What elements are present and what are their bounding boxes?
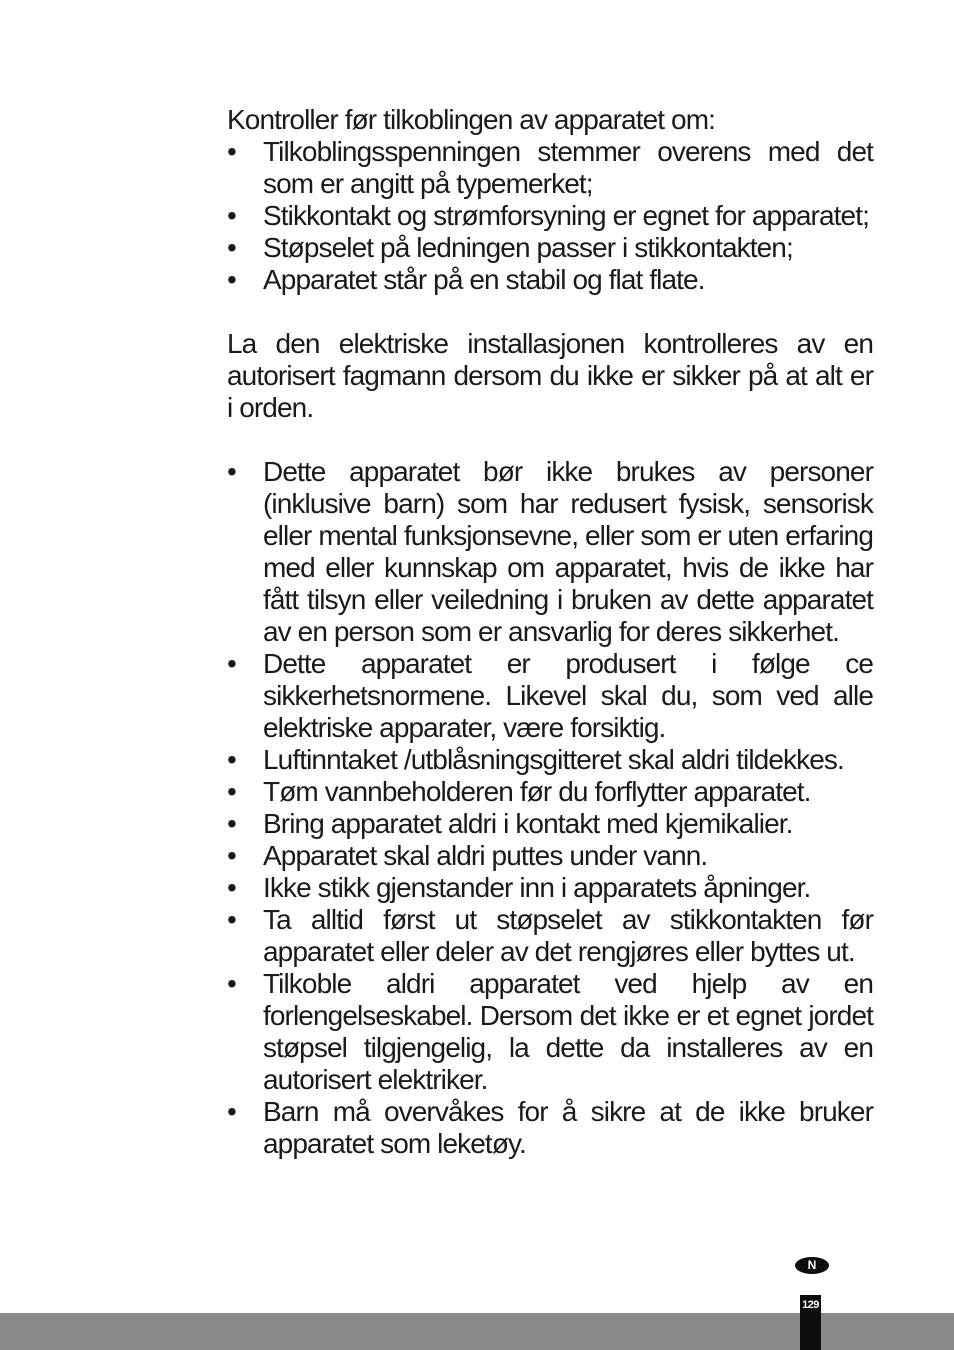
bullet-icon: • xyxy=(227,872,236,903)
language-badge: N xyxy=(795,1257,829,1274)
safety-item xyxy=(227,456,873,648)
check-list xyxy=(227,136,873,296)
bullet-icon: • xyxy=(227,968,236,999)
bullet-icon: • xyxy=(227,136,236,167)
safety-item-text: Dette apparatet er produsert i følge ce sikkerhetsnormene. Likevel skal du, som ved alle elektriske apparater, være forsiktig. xyxy=(263,648,873,743)
bullet-icon: • xyxy=(227,840,236,871)
check-item xyxy=(227,232,873,264)
page-number: 129 xyxy=(802,1299,819,1311)
spacer xyxy=(227,424,873,456)
safety-item xyxy=(227,968,873,1096)
check-item xyxy=(227,264,873,296)
bullet-icon: • xyxy=(227,808,236,839)
check-item xyxy=(227,136,873,200)
safety-item-text: Barn må overvåkes for å sikre at de ikke bruker apparatet som leketøy. xyxy=(263,1096,873,1159)
safety-item xyxy=(227,648,873,744)
bullet-icon: • xyxy=(227,648,236,679)
safety-item xyxy=(227,872,873,904)
bullet-icon: • xyxy=(227,904,236,935)
check-item-text: Tilkoblingsspenningen stemmer overens med det som er angitt på typemerket; xyxy=(263,136,873,199)
bullet-icon: • xyxy=(227,456,236,487)
electrician-note: La den elektriske installasjonen kontrolleres av en autorisert fagmann dersom du ikke er sikker på at alt er i orden. xyxy=(227,328,873,423)
safety-item-text: Ta alltid først ut støpselet av stikkontakten før apparatet eller deler av det rengjøres eller byttes ut. xyxy=(263,904,873,967)
bullet-icon: • xyxy=(227,744,236,775)
spacer xyxy=(227,296,873,328)
document-body xyxy=(227,104,873,1160)
safety-item-text: Dette apparatet bør ikke brukes av personer (inklusive barn) som har redusert fysisk, sensorisk eller mental funksjonsevne, eller som er uten erfaring med eller kunnskap om apparatet, hvis de ikke har fått tilsyn eller veiledning i bruken av dette apparatet av en person som er ansvarlig for deres sikkerhet. xyxy=(263,456,873,647)
safety-item xyxy=(227,744,873,776)
bullet-icon: • xyxy=(227,776,236,807)
safety-item-text: Tilkoble aldri apparatet ved hjelp av en forlengelseskabel. Dersom det ikke er et egnet jordet støpsel tilgjengelig, la dette da installeres av en autorisert elektriker. xyxy=(263,968,873,1095)
check-item-text: Apparatet står på en stabil og flat flate. xyxy=(263,264,705,295)
safety-item-text: Luftinntaket /utblåsningsgitteret skal aldri tildekkes. xyxy=(263,744,844,775)
check-item-text: Støpselet på ledningen passer i stikkontakten; xyxy=(263,232,793,263)
safety-item xyxy=(227,776,873,808)
safety-item xyxy=(227,808,873,840)
safety-list xyxy=(227,456,873,1160)
safety-item-text: Bring apparatet aldri i kontakt med kjemikalier. xyxy=(263,808,793,839)
bullet-icon: • xyxy=(227,200,236,231)
bullet-icon: • xyxy=(227,264,236,295)
safety-item xyxy=(227,904,873,968)
safety-item xyxy=(227,1096,873,1160)
safety-item-text: Tøm vannbeholderen før du forflytter apparatet. xyxy=(263,776,811,807)
safety-item-text: Ikke stikk gjenstander inn i apparatets åpninger. xyxy=(263,872,811,903)
bullet-icon: • xyxy=(227,232,236,263)
bullet-icon: • xyxy=(227,1096,236,1127)
check-intro: Kontroller før tilkoblingen av apparatet om: xyxy=(227,104,715,135)
safety-item-text: Apparatet skal aldri puttes under vann. xyxy=(263,840,708,871)
check-item-text: Stikkontakt og strømforsyning er egnet for apparatet; xyxy=(263,200,869,231)
check-item xyxy=(227,200,873,232)
safety-item xyxy=(227,840,873,872)
